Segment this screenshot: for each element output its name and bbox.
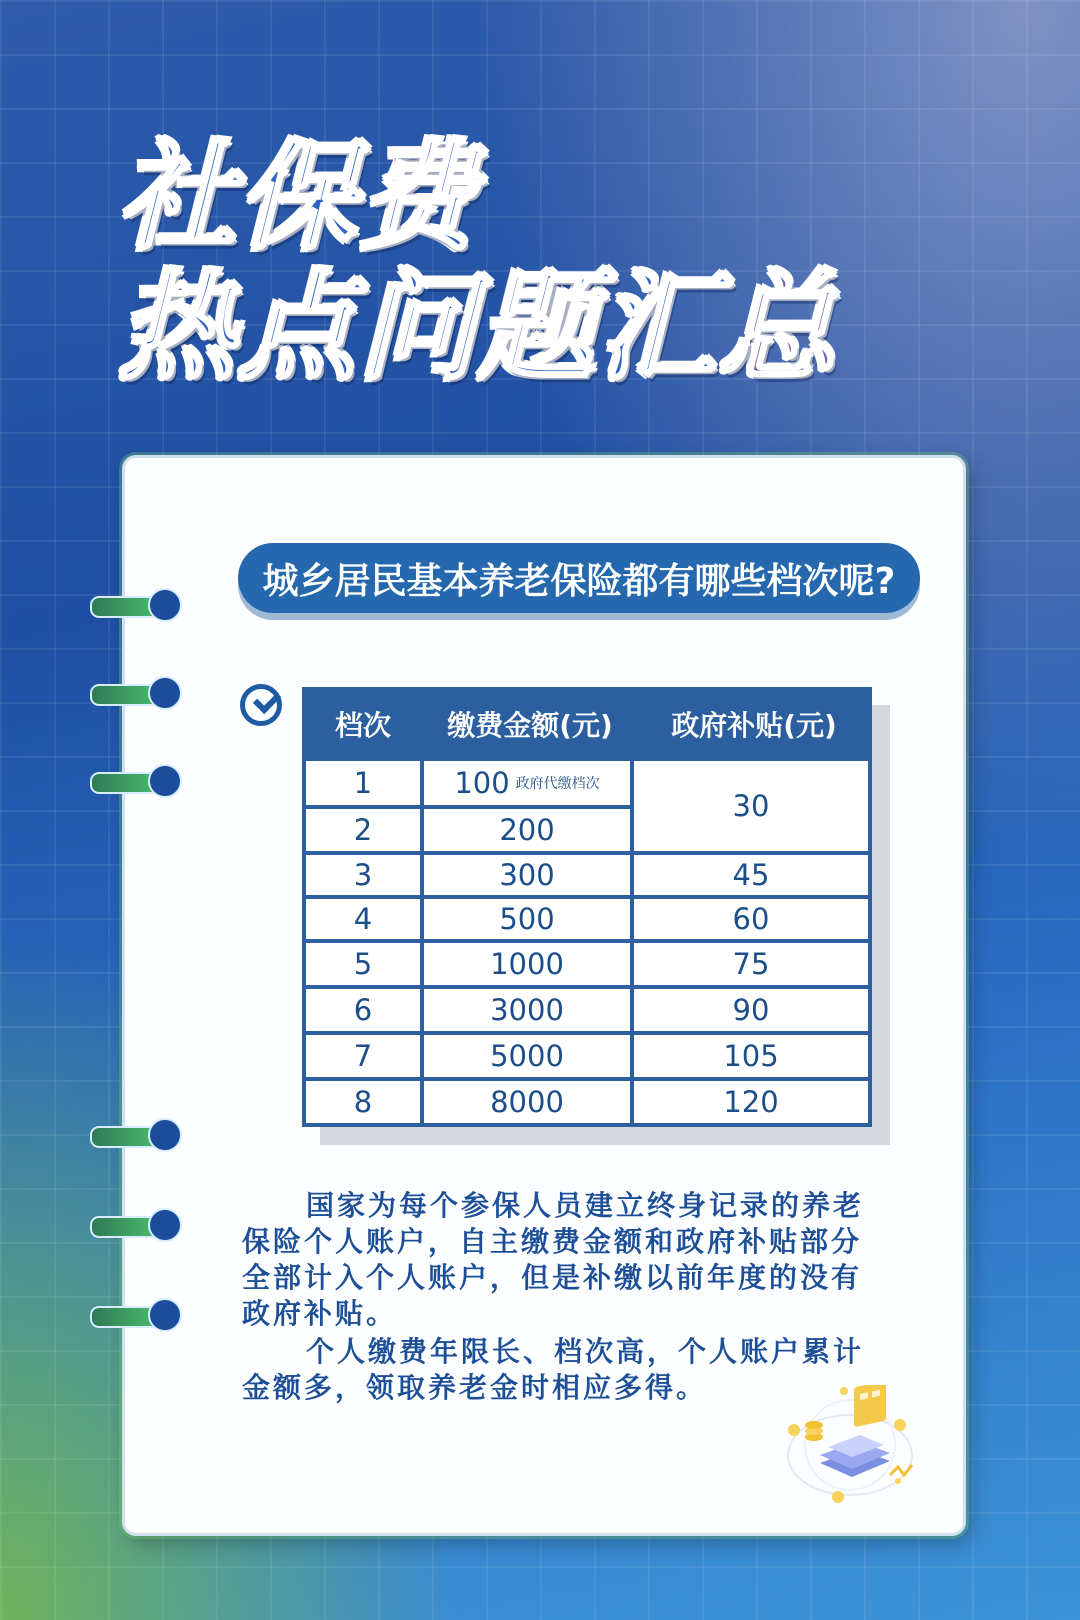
info-paragraph-2: 个人缴费年限长、档次高，个人账户累计金额多，领取养老金时相应多得。	[242, 1335, 865, 1404]
title-line-2	[118, 258, 839, 396]
cell-amount: 300	[424, 855, 630, 895]
title-text-2: 热点问题汇	[118, 258, 719, 396]
finance-illustration-icon	[780, 1385, 920, 1505]
cell-subsidy: 75	[634, 943, 868, 985]
cell-level: 1	[306, 761, 420, 805]
cell-level: 2	[306, 809, 420, 851]
title-text-1: 社保费	[118, 128, 479, 266]
cell-amount: 8000	[424, 1081, 630, 1123]
cell-amount: 500	[424, 899, 630, 939]
cell-level: 3	[306, 855, 420, 895]
cell-amount: 5000	[424, 1035, 630, 1077]
cell-level: 5	[306, 943, 420, 985]
title-text-2-last: 总	[718, 258, 839, 396]
cell-subsidy: 120	[634, 1081, 868, 1123]
amount-note: 政府代缴档次	[515, 776, 600, 792]
cell-amount: 1000	[424, 943, 630, 985]
binder-ring-icon	[90, 588, 180, 622]
contribution-table	[302, 687, 872, 1127]
cell-amount: 3000	[424, 989, 630, 1031]
cell-amount	[424, 761, 630, 805]
cell-amount: 200	[424, 809, 630, 851]
cell-subsidy: 90	[634, 989, 868, 1031]
cell-subsidy: 105	[634, 1035, 868, 1077]
info-paragraph-1: 国家为每个参保人员建立终身记录的养老保险个人账户，自主缴费金额和政府补贴部分全部计入个人账户，但是补缴以前年度的没有政府补贴。	[242, 1189, 865, 1330]
question-banner	[238, 543, 920, 613]
cell-subsidy-merged: 30	[634, 761, 868, 851]
header-subsidy: 政府补贴(元)	[671, 709, 837, 742]
header-amount: 缴费金额(元)	[447, 709, 613, 742]
binder-ring-icon	[90, 1208, 180, 1242]
header-level: 档次	[334, 709, 391, 742]
binder-ring-icon	[90, 1118, 180, 1152]
check-circle-icon	[240, 684, 282, 726]
table-header	[302, 687, 872, 761]
cell-subsidy: 60	[634, 899, 868, 939]
binder-ring-icon	[90, 1298, 180, 1332]
title-line-1	[118, 128, 479, 266]
binder-ring-icon	[90, 676, 180, 710]
question-text: 城乡居民基本养老保险都有哪些档次呢?	[262, 560, 896, 602]
cell-subsidy: 45	[634, 855, 868, 895]
cell-level: 8	[306, 1081, 420, 1123]
cell-level: 7	[306, 1035, 420, 1077]
cell-level: 4	[306, 899, 420, 939]
cell-level: 6	[306, 989, 420, 1031]
amount-value: 100	[454, 766, 510, 800]
binder-ring-icon	[90, 764, 180, 798]
